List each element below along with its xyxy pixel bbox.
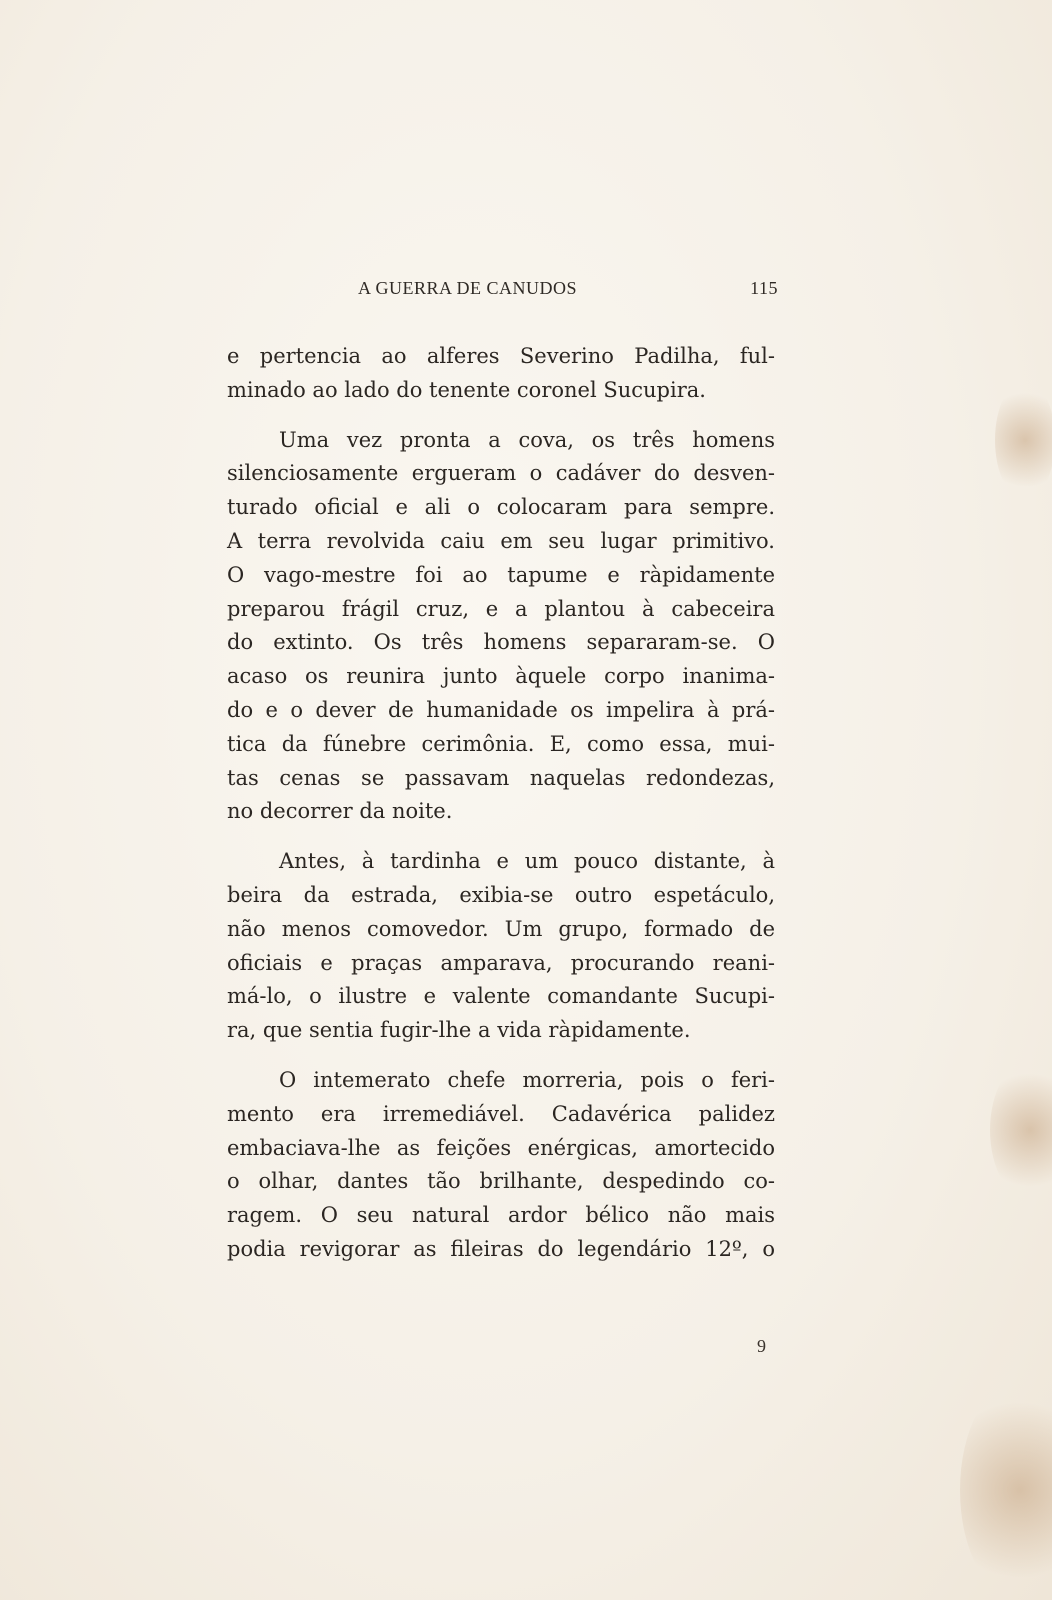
text-line: A terra revolvida caiu em seu lugar primitivo. (227, 528, 775, 553)
text-line: má-lo, o ilustre e valente comandante Sucupi- (227, 984, 775, 1009)
text-line: ragem. O seu natural ardor bélico não mais (227, 1203, 775, 1228)
paragraph (227, 424, 775, 830)
text-line: ra, que sentia fugir-lhe a vida ràpidamente. (227, 1018, 691, 1043)
text-line: minado ao lado do tenente coronel Sucupira. (227, 377, 706, 402)
text-line: tas cenas se passavam naquelas redondezas, (227, 765, 775, 790)
foxing-stain (960, 1380, 1052, 1600)
text-line: no decorrer da noite. (227, 799, 453, 824)
text-line: acaso os reunira junto àquele corpo inanima- (227, 664, 775, 689)
text-line: o olhar, dantes tão brilhante, despedindo co- (227, 1169, 775, 1194)
body-text (227, 340, 775, 1283)
text-line: preparou frágil cruz, e a plantou à cabeceira (227, 596, 775, 621)
text-line: tica da fúnebre cerimônia. E, como essa, mui- (227, 731, 775, 756)
paragraph (227, 1064, 775, 1267)
running-title: A GUERRA DE CANUDOS (358, 278, 578, 298)
paragraph (227, 340, 775, 408)
text-line: O intemerato chefe morreria, pois o feri- (279, 1067, 775, 1092)
text-line: Antes, à tardinha e um pouco distante, à (279, 849, 775, 874)
text-line: oficiais e praças amparava, procurando reani- (227, 950, 775, 975)
text-line: mento era irremediável. Cadavérica palidez (227, 1101, 775, 1126)
text-line: silenciosamente ergueram o cadáver do desven- (227, 461, 775, 486)
text-line: do extinto. Os três homens separaram-se. O (227, 630, 775, 655)
text-line: do e o dever de humanidade os impelira à prá- (227, 697, 775, 722)
paragraph (227, 845, 775, 1048)
page-number: 115 (750, 278, 778, 298)
text-line: e pertencia ao alferes Severino Padilha, ful- (227, 344, 775, 368)
text-line: Uma vez pronta a cova, os três homens (279, 427, 775, 452)
text-line: turado oficial e ali o colocaram para sempre. (227, 495, 775, 520)
text-line: não menos comovedor. Um grupo, formado de (227, 916, 775, 941)
text-line: embaciava-lhe as feições enérgicas, amortecido (227, 1135, 775, 1160)
running-header (358, 278, 778, 299)
foxing-stain (990, 1060, 1052, 1200)
text-line: O vago-mestre foi ao tapume e ràpidamente (227, 562, 775, 587)
foxing-stain (995, 380, 1052, 500)
signature-mark: 9 (757, 1336, 766, 1356)
text-line: beira da estrada, exibia-se outro espetáculo, (227, 882, 775, 907)
text-line: podia revigorar as fileiras do legendário 12º, o (227, 1236, 775, 1261)
